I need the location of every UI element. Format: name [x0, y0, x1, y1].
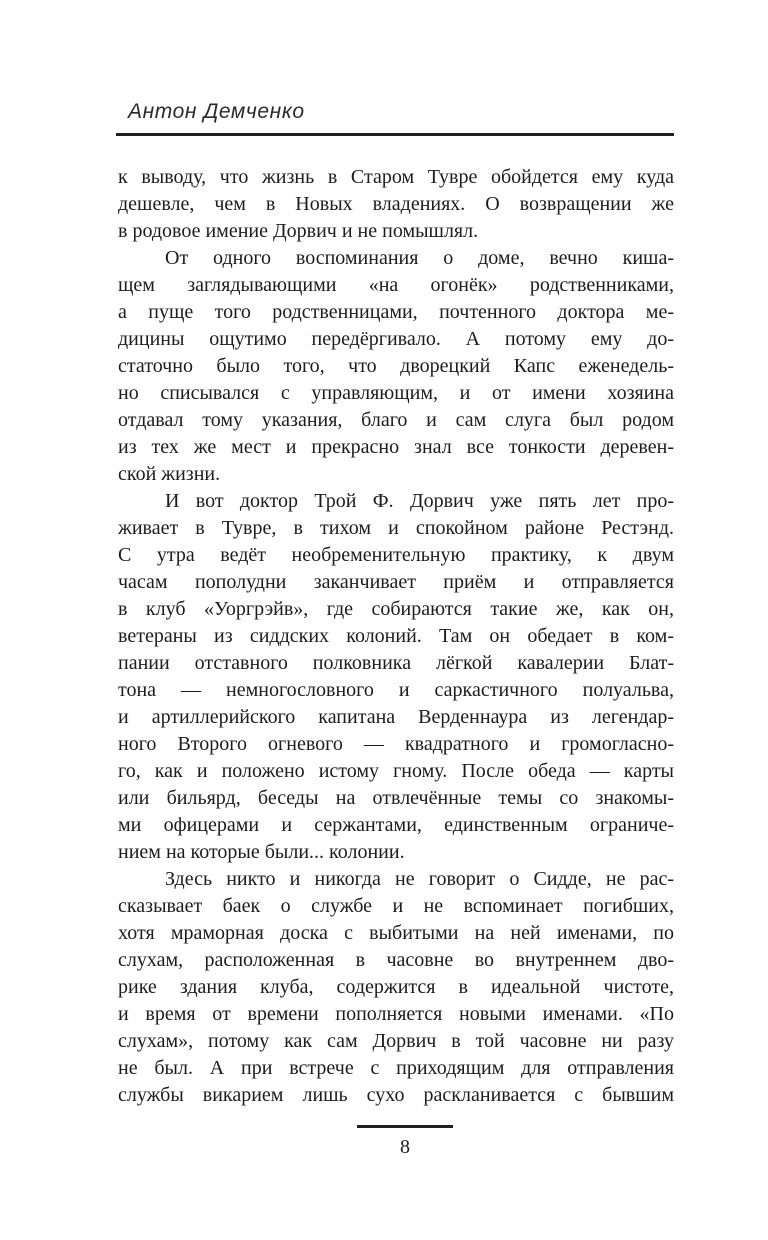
text-line: ного Второго огневого — квадратного и громогласно- — [118, 733, 674, 755]
text-line: из тех же мест и прекрасно знал все тонкости деревен- — [118, 436, 674, 458]
text-line: ми офицерами и сержантами, единственным ограниче- — [118, 814, 674, 836]
text-line: Здесь никто и никогда не говорит о Сидде, не рас- — [165, 868, 674, 890]
text-line: щем заглядывающими «на огонёк» родственниками, — [118, 274, 674, 296]
text-line: С утра ведёт необременительную практику, к двум — [118, 544, 674, 566]
text-line: а пуще того родственницами, почтенного доктора ме- — [118, 301, 674, 323]
paragraph — [118, 164, 674, 245]
text-line: И вот доктор Трой Ф. Дорвич уже пять лет про- — [165, 490, 674, 512]
text-line: слухам, расположенная в часовне во внутреннем дво- — [118, 949, 674, 971]
text-line: ской жизни. — [118, 463, 221, 485]
text-line: От одного воспоминания о доме, вечно киша- — [165, 247, 674, 269]
text-line: отдавал тому указания, благо и сам слуга был родом — [118, 409, 674, 431]
text-line: слухам», потому как сам Дорвич в той часовне ни разу — [118, 1030, 674, 1052]
running-header-author: Антон Демченко — [128, 100, 305, 123]
text-line: хотя мраморная доска с выбитыми на ней именами, по — [118, 922, 674, 944]
header-rule — [116, 133, 674, 136]
page-body — [118, 164, 674, 1109]
text-line: живает в Тувре, в тихом и спокойном районе Рестэнд. — [118, 517, 674, 539]
text-line: нием на которые были... колонии. — [118, 841, 405, 863]
text-line: и артиллерийского капитана Верденнаура из легендар- — [118, 706, 674, 728]
paragraph — [118, 866, 674, 1109]
page-number: 8 — [400, 1136, 410, 1158]
text-line: и время от времени пополняется новыми именами. «По — [118, 1003, 674, 1025]
text-line: дешевле, чем в Новых владениях. О возвращении же — [118, 193, 674, 215]
text-line: в родовое имение Дорвич и не помышлял. — [118, 220, 479, 242]
text-line: тона — немногословного и саркастичного полуальва, — [118, 679, 674, 701]
text-line: статочно было того, что дворецкий Капс еженедель- — [118, 355, 674, 377]
text-line: к выводу, что жизнь в Старом Тувре обойдется ему куда — [118, 166, 674, 188]
text-line: или бильярд, беседы на отвлечённые темы со знакомы- — [118, 787, 674, 809]
paragraph — [118, 245, 674, 488]
text-line: ветераны из сиддских колоний. Там он обедает в ком- — [118, 625, 674, 647]
text-line: службы викарием лишь сухо раскланивается с бывшим — [118, 1084, 674, 1106]
text-line: в клуб «Уоргрэйв», где собираются такие же, как он, — [118, 598, 674, 620]
text-line: рике здания клуба, содержится в идеальной чистоте, — [118, 976, 674, 998]
paragraph — [118, 488, 674, 866]
footer-rule — [357, 1125, 453, 1128]
text-line: но списывался с управляющим, и от имени хозяина — [118, 382, 674, 404]
text-line: сказывает баек о службе и не вспоминает погибших, — [118, 895, 674, 917]
text-line: го, как и положено истому гному. После обеда — карты — [118, 760, 674, 782]
text-line: не был. А при встрече с приходящим для отправления — [118, 1057, 674, 1079]
text-line: дицины ощутимо передёргивало. А потому ему до- — [118, 328, 674, 350]
text-line: часам пополудни заканчивает приём и отправляется — [118, 571, 674, 593]
text-line: пании отставного полковника лёгкой кавалерии Блат- — [118, 652, 674, 674]
